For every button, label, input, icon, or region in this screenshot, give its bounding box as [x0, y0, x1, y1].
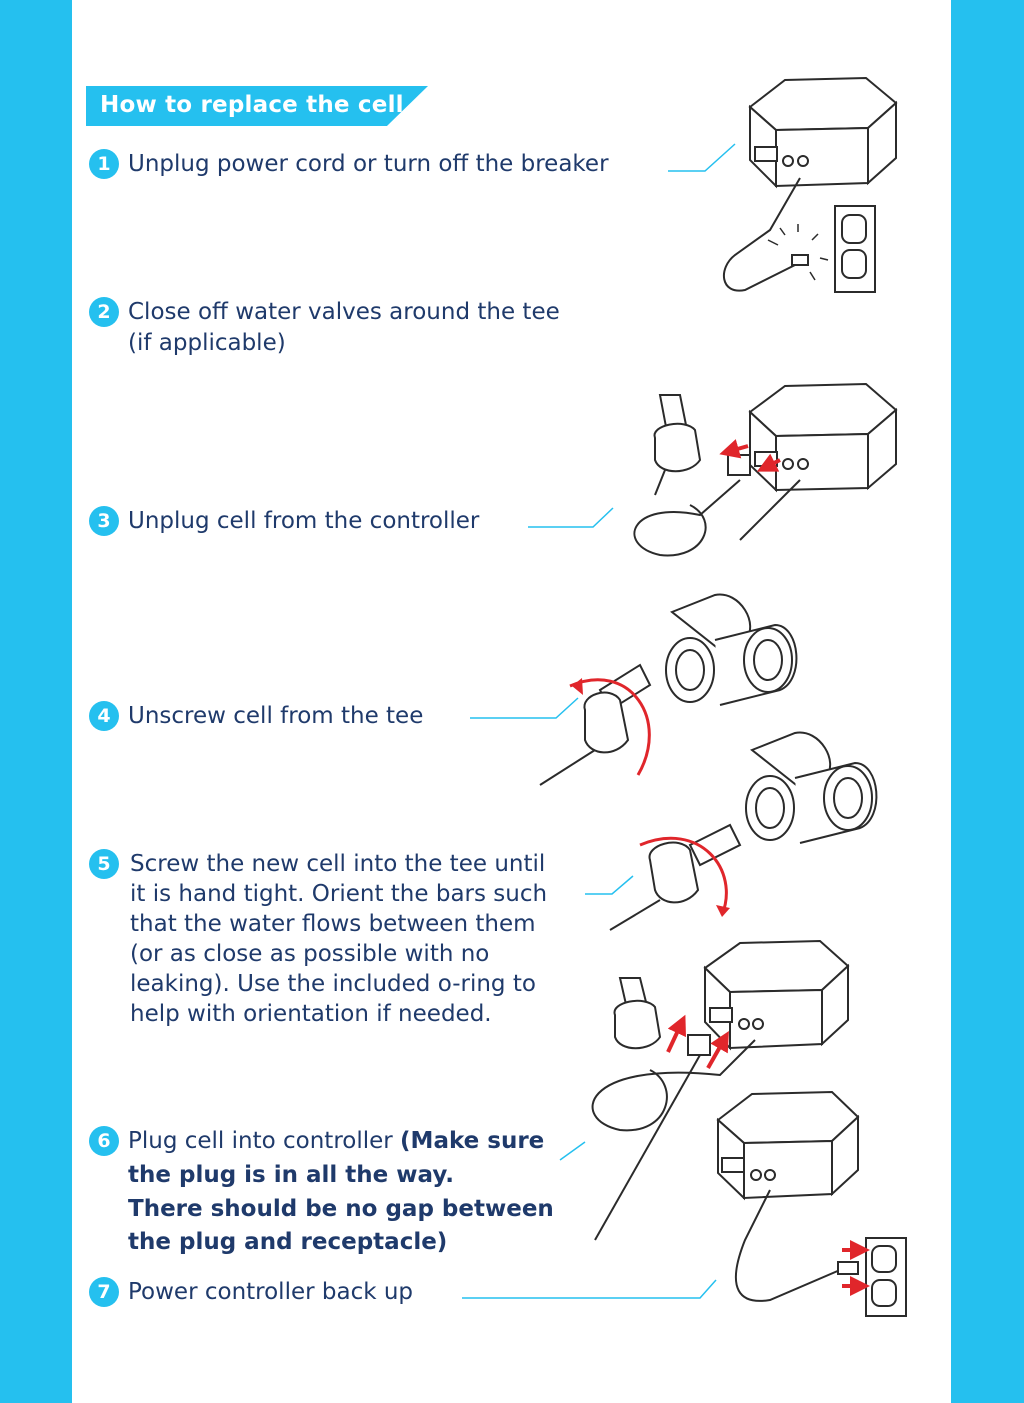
- step-7-leader-line: [462, 1280, 716, 1298]
- step-5-text-line-4: (or as close as possible with no: [130, 941, 490, 967]
- step-1-leader-line: [668, 144, 735, 171]
- step-6-leader-line: [560, 1142, 585, 1160]
- step-6-text-bold-4: the plug and receptacle): [128, 1229, 448, 1255]
- step-4-text: Unscrew cell from the tee: [128, 703, 424, 729]
- unscrew-arrowhead-icon: [572, 678, 583, 695]
- step-1-number: 1: [89, 149, 119, 179]
- plug-in-arrow-icon: [668, 1022, 682, 1052]
- step-4-leader-line: [470, 698, 578, 718]
- step-2-number: 2: [89, 297, 119, 327]
- controller-cell-unplug-icon: [634, 384, 896, 555]
- step-7-number: 7: [89, 1277, 119, 1307]
- page-title: How to replace the cell: [100, 92, 404, 118]
- step-3-text: Unplug cell from the controller: [128, 508, 480, 534]
- step-6-text-bold-1: (Make sure: [400, 1128, 545, 1154]
- step-1-text: Unplug power cord or turn off the breaker: [128, 151, 609, 177]
- step-7-text: Power controller back up: [128, 1279, 414, 1305]
- screw-rotation-arrow-icon: [640, 838, 726, 915]
- screw-arrowhead-icon: [716, 905, 730, 917]
- step-5-text-line-5: leaking). Use the included o-ring to: [130, 971, 536, 997]
- step-6-text-bold-3: There should be no gap between: [128, 1196, 554, 1222]
- step-5-leader-line: [585, 876, 633, 894]
- step-5-text-line-6: help with orientation if needed.: [130, 1001, 492, 1027]
- right-accent-bar: [951, 0, 1024, 1403]
- unplug-arrow-icon: [764, 460, 780, 468]
- step-5-text-line-2: it is hand tight. Orient the bars such: [130, 881, 548, 907]
- left-accent-bar: [0, 0, 72, 1403]
- plug-in-arrow-icon: [708, 1038, 725, 1068]
- controller-plug-in-icon: [593, 941, 848, 1240]
- controller-power-on-icon: [718, 1092, 906, 1316]
- step-6-text-bold-2: the plug is in all the way.: [128, 1162, 454, 1188]
- controller-unplugged-icon: [724, 78, 896, 292]
- step-6-number: 6: [89, 1126, 119, 1156]
- step-2-text-line-2: (if applicable): [128, 330, 286, 356]
- tee-unscrew-icon: [540, 595, 796, 785]
- step-6-text-line-1: [128, 1126, 544, 1156]
- step-2-text-line-1: Close off water valves around the tee: [128, 299, 560, 325]
- unscrew-rotation-arrow-icon: [570, 680, 649, 775]
- step-5-number: 5: [89, 849, 119, 879]
- step-4-number: 4: [89, 701, 119, 731]
- unplug-arrow-icon: [727, 446, 748, 452]
- step-5-text-line-3: that the water flows between them: [130, 911, 536, 937]
- step-5-text-line-1: Screw the new cell into the tee until: [130, 851, 546, 877]
- step-6-text-regular: Plug cell into controller: [128, 1128, 393, 1154]
- unplug-spark-icon: [768, 224, 828, 280]
- step-3-leader-line: [528, 508, 613, 527]
- step-3-number: 3: [89, 506, 119, 536]
- tee-screw-in-icon: [610, 733, 876, 930]
